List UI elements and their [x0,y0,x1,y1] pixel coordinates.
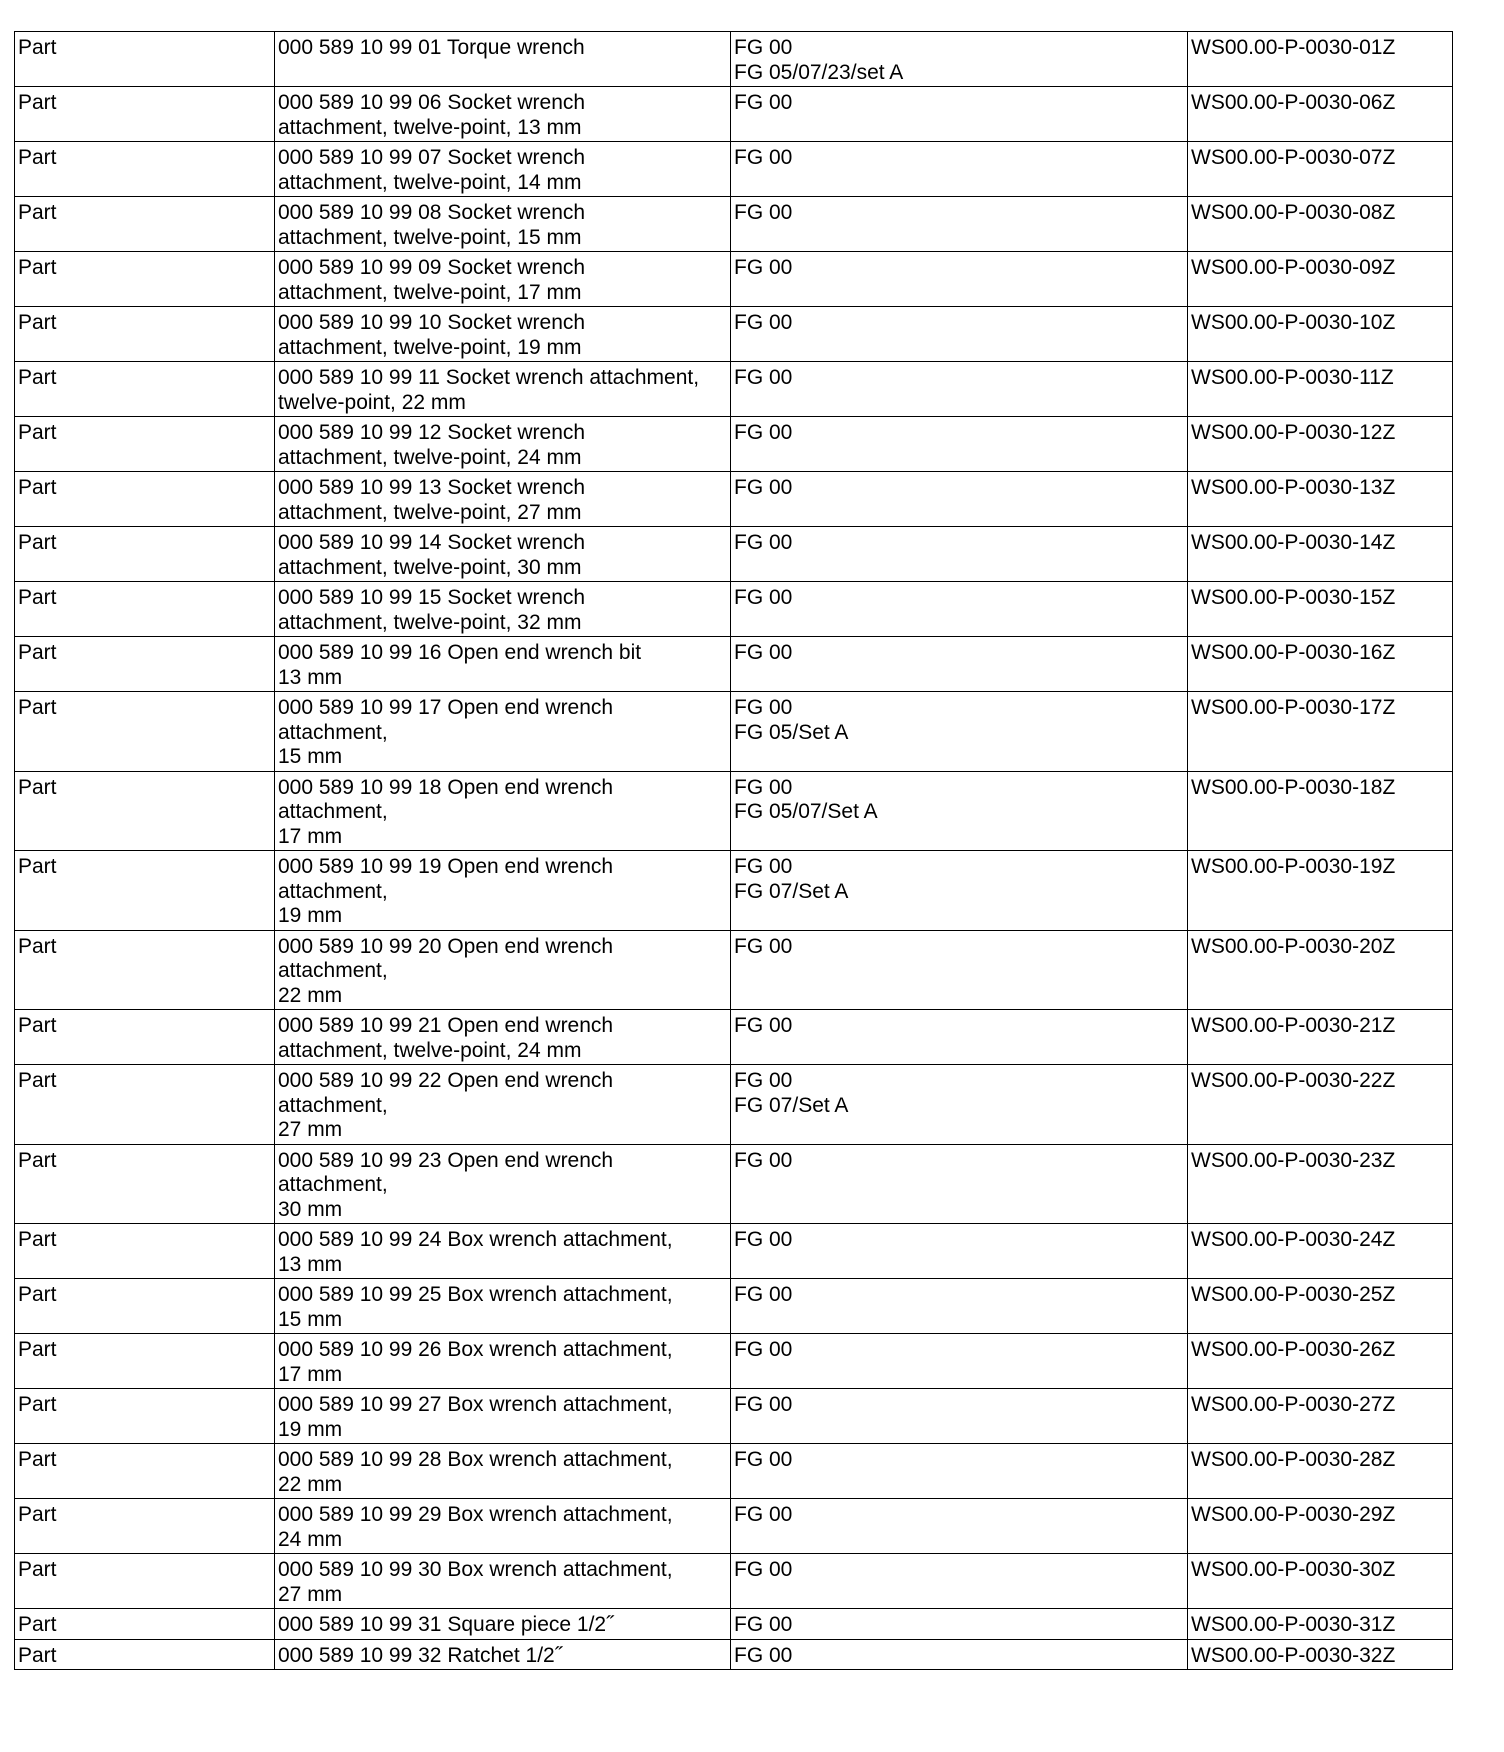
cell-group: FG 00 [731,1279,1188,1334]
cell-description: 000 589 10 99 26 Box wrench attachment, 17 mm [275,1334,731,1389]
table-row [15,527,1453,582]
cell-reference: WS00.00-P-0030-06Z [1188,87,1453,142]
cell-reference: WS00.00-P-0030-32Z [1188,1639,1453,1670]
cell-group: FG 00 FG 05/07/23/set A [731,32,1188,87]
cell-group: FG 00 FG 07/Set A [731,851,1188,931]
table-row [15,417,1453,472]
table-row [15,1065,1453,1145]
table-row [15,771,1453,851]
cell-reference: WS00.00-P-0030-14Z [1188,527,1453,582]
table-row [15,1010,1453,1065]
cell-group: FG 00 [731,582,1188,637]
cell-reference: WS00.00-P-0030-29Z [1188,1499,1453,1554]
cell-reference: WS00.00-P-0030-24Z [1188,1224,1453,1279]
cell-group: FG 00 [731,1444,1188,1499]
cell-type: Part [15,1065,275,1145]
cell-reference: WS00.00-P-0030-11Z [1188,362,1453,417]
cell-group: FG 00 [731,637,1188,692]
cell-group: FG 00 FG 05/07/Set A [731,771,1188,851]
cell-type: Part [15,582,275,637]
cell-type: Part [15,307,275,362]
cell-type: Part [15,1554,275,1609]
cell-group: FG 00 [731,1609,1188,1640]
table-row [15,1444,1453,1499]
cell-reference: WS00.00-P-0030-27Z [1188,1389,1453,1444]
cell-group: FG 00 [731,527,1188,582]
cell-group: FG 00 [731,1224,1188,1279]
table-row [15,1224,1453,1279]
cell-reference: WS00.00-P-0030-28Z [1188,1444,1453,1499]
cell-type: Part [15,1010,275,1065]
table-row [15,1639,1453,1670]
cell-reference: WS00.00-P-0030-26Z [1188,1334,1453,1389]
cell-reference: WS00.00-P-0030-19Z [1188,851,1453,931]
cell-description: 000 589 10 99 11 Socket wrench attachment, twelve-point, 22 mm [275,362,731,417]
cell-description: 000 589 10 99 06 Socket wrench attachment, twelve-point, 13 mm [275,87,731,142]
cell-type: Part [15,637,275,692]
cell-type: Part [15,1334,275,1389]
table-row [15,362,1453,417]
cell-type: Part [15,692,275,772]
cell-type: Part [15,197,275,252]
cell-reference: WS00.00-P-0030-15Z [1188,582,1453,637]
cell-description: 000 589 10 99 23 Open end wrench attachment, 30 mm [275,1144,731,1224]
cell-description: 000 589 10 99 08 Socket wrench attachment, twelve-point, 15 mm [275,197,731,252]
cell-group: FG 00 [731,1389,1188,1444]
table-row [15,197,1453,252]
cell-type: Part [15,1389,275,1444]
table-row [15,1554,1453,1609]
cell-type: Part [15,1609,275,1640]
parts-table-container [14,31,1452,1670]
cell-description: 000 589 10 99 19 Open end wrench attachment, 19 mm [275,851,731,931]
cell-description: 000 589 10 99 14 Socket wrench attachment, twelve-point, 30 mm [275,527,731,582]
cell-type: Part [15,930,275,1010]
cell-group: FG 00 [731,472,1188,527]
cell-reference: WS00.00-P-0030-31Z [1188,1609,1453,1640]
cell-description: 000 589 10 99 24 Box wrench attachment, 13 mm [275,1224,731,1279]
cell-reference: WS00.00-P-0030-01Z [1188,32,1453,87]
cell-type: Part [15,362,275,417]
cell-description: 000 589 10 99 27 Box wrench attachment, 19 mm [275,1389,731,1444]
cell-description: 000 589 10 99 25 Box wrench attachment, 15 mm [275,1279,731,1334]
cell-type: Part [15,252,275,307]
cell-description: 000 589 10 99 20 Open end wrench attachment, 22 mm [275,930,731,1010]
cell-group: FG 00 [731,197,1188,252]
cell-description: 000 589 10 99 29 Box wrench attachment, 24 mm [275,1499,731,1554]
cell-description: 000 589 10 99 15 Socket wrench attachment, twelve-point, 32 mm [275,582,731,637]
cell-description: 000 589 10 99 30 Box wrench attachment, 27 mm [275,1554,731,1609]
cell-reference: WS00.00-P-0030-18Z [1188,771,1453,851]
cell-group: FG 00 FG 07/Set A [731,1065,1188,1145]
cell-reference: WS00.00-P-0030-25Z [1188,1279,1453,1334]
cell-group: FG 00 [731,1639,1188,1670]
cell-description: 000 589 10 99 17 Open end wrench attachment, 15 mm [275,692,731,772]
cell-group: FG 00 [731,252,1188,307]
cell-type: Part [15,142,275,197]
cell-reference: WS00.00-P-0030-12Z [1188,417,1453,472]
cell-type: Part [15,851,275,931]
parts-table [14,31,1453,1670]
cell-type: Part [15,1444,275,1499]
table-row [15,87,1453,142]
table-row [15,1499,1453,1554]
cell-type: Part [15,87,275,142]
cell-group: FG 00 [731,1334,1188,1389]
cell-reference: WS00.00-P-0030-16Z [1188,637,1453,692]
cell-type: Part [15,527,275,582]
cell-type: Part [15,1224,275,1279]
cell-reference: WS00.00-P-0030-17Z [1188,692,1453,772]
cell-reference: WS00.00-P-0030-23Z [1188,1144,1453,1224]
table-row [15,692,1453,772]
cell-reference: WS00.00-P-0030-07Z [1188,142,1453,197]
cell-type: Part [15,1144,275,1224]
cell-description: 000 589 10 99 01 Torque wrench [275,32,731,87]
table-row [15,472,1453,527]
cell-description: 000 589 10 99 07 Socket wrench attachment, twelve-point, 14 mm [275,142,731,197]
cell-reference: WS00.00-P-0030-08Z [1188,197,1453,252]
cell-type: Part [15,771,275,851]
cell-type: Part [15,1279,275,1334]
cell-group: FG 00 [731,1499,1188,1554]
cell-reference: WS00.00-P-0030-13Z [1188,472,1453,527]
cell-description: 000 589 10 99 28 Box wrench attachment, 22 mm [275,1444,731,1499]
table-row [15,1279,1453,1334]
table-row [15,1144,1453,1224]
cell-group: FG 00 [731,1144,1188,1224]
cell-type: Part [15,1639,275,1670]
cell-group: FG 00 [731,1554,1188,1609]
table-row [15,252,1453,307]
table-row [15,637,1453,692]
cell-description: 000 589 10 99 12 Socket wrench attachment, twelve-point, 24 mm [275,417,731,472]
cell-group: FG 00 [731,362,1188,417]
cell-type: Part [15,472,275,527]
cell-reference: WS00.00-P-0030-09Z [1188,252,1453,307]
cell-description: 000 589 10 99 10 Socket wrench attachment, twelve-point, 19 mm [275,307,731,362]
cell-group: FG 00 [731,307,1188,362]
cell-description: 000 589 10 99 31 Square piece 1/2˝ [275,1609,731,1640]
cell-type: Part [15,1499,275,1554]
cell-group: FG 00 [731,417,1188,472]
cell-reference: WS00.00-P-0030-22Z [1188,1065,1453,1145]
cell-reference: WS00.00-P-0030-10Z [1188,307,1453,362]
cell-description: 000 589 10 99 21 Open end wrench attachment, twelve-point, 24 mm [275,1010,731,1065]
cell-group: FG 00 [731,142,1188,197]
cell-description: 000 589 10 99 09 Socket wrench attachment, twelve-point, 17 mm [275,252,731,307]
table-row [15,32,1453,87]
cell-reference: WS00.00-P-0030-20Z [1188,930,1453,1010]
cell-description: 000 589 10 99 16 Open end wrench bit 13 mm [275,637,731,692]
cell-group: FG 00 [731,930,1188,1010]
cell-description: 000 589 10 99 32 Ratchet 1/2˝ [275,1639,731,1670]
cell-reference: WS00.00-P-0030-21Z [1188,1010,1453,1065]
parts-table-body [15,32,1453,1670]
cell-group: FG 00 [731,87,1188,142]
cell-description: 000 589 10 99 13 Socket wrench attachment, twelve-point, 27 mm [275,472,731,527]
table-row [15,307,1453,362]
table-row [15,142,1453,197]
table-row [15,582,1453,637]
cell-reference: WS00.00-P-0030-30Z [1188,1554,1453,1609]
cell-description: 000 589 10 99 18 Open end wrench attachment, 17 mm [275,771,731,851]
cell-group: FG 00 FG 05/Set A [731,692,1188,772]
cell-type: Part [15,417,275,472]
cell-group: FG 00 [731,1010,1188,1065]
table-row [15,1389,1453,1444]
cell-type: Part [15,32,275,87]
table-row [15,1609,1453,1640]
cell-description: 000 589 10 99 22 Open end wrench attachment, 27 mm [275,1065,731,1145]
table-row [15,1334,1453,1389]
table-row [15,930,1453,1010]
table-row [15,851,1453,931]
